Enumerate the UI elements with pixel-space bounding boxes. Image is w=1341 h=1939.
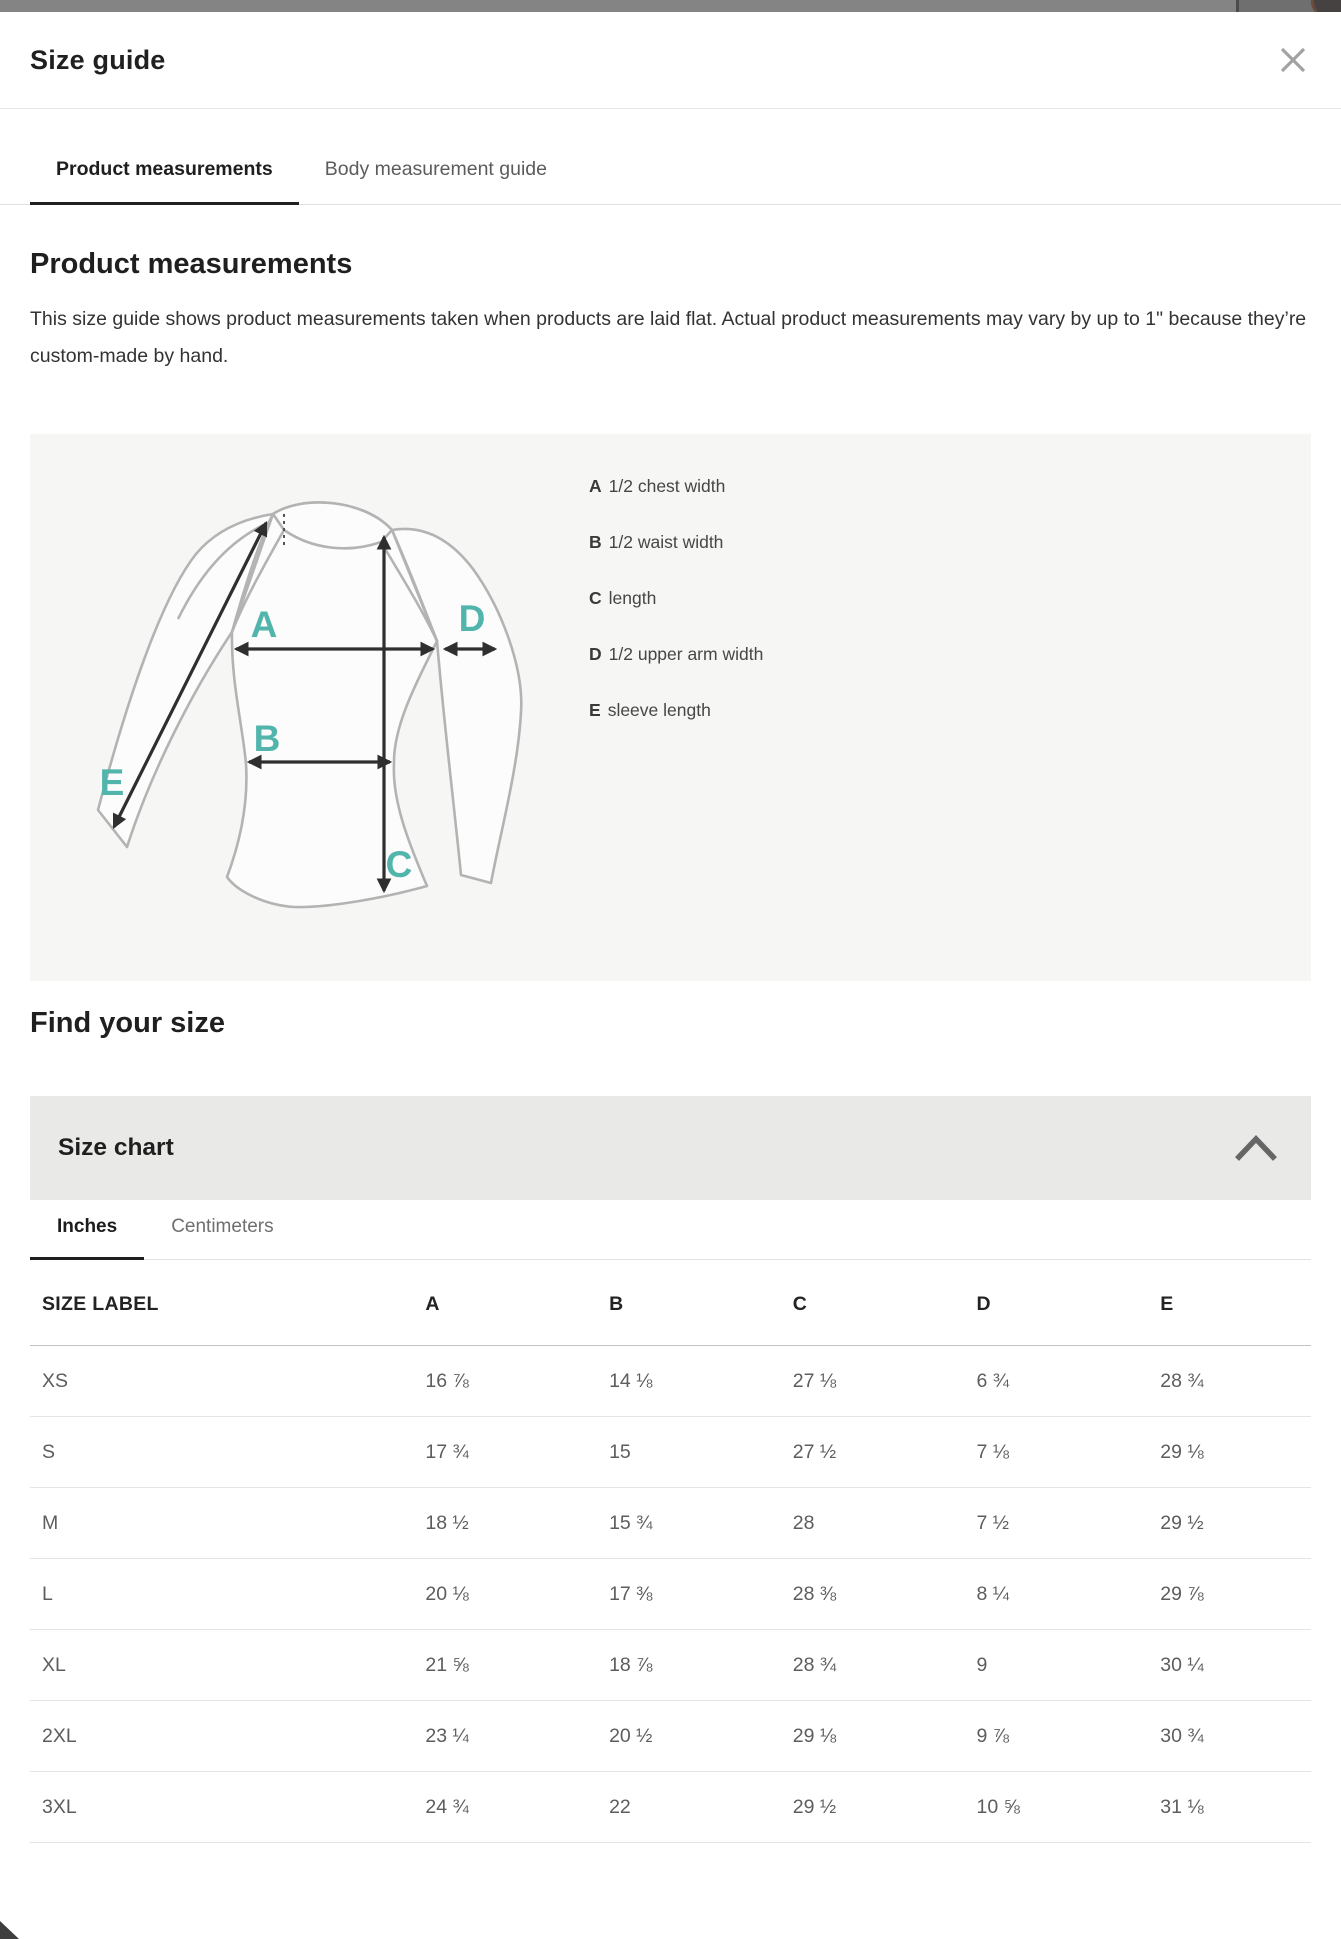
mouse-cursor [0,1921,19,1939]
size-chart-table-body [30,1346,1311,1843]
measurement-value: 15 ¾ [608,1488,792,1559]
legend-label: sleeve length [607,699,711,720]
table-row-m [30,1488,1311,1559]
modal-title: Size guide [30,44,166,75]
measurement-value: 28 ⅜ [792,1559,976,1630]
measurement-value: 28 ¾ [1159,1346,1311,1417]
table-row-xl [30,1630,1311,1701]
overlay-background-object [1311,0,1341,12]
close-button[interactable] [1273,40,1313,80]
measurement-value: 18 ⅞ [608,1630,792,1701]
tab-product-measurements[interactable]: Product measurements [30,158,299,204]
measurement-value: 30 ¾ [1159,1701,1311,1772]
measurement-value: 7 ⅛ [976,1417,1160,1488]
measurement-value: 31 ⅛ [1159,1772,1311,1843]
measurement-value: 24 ¾ [424,1772,608,1843]
size-label: XS [30,1346,424,1417]
legend-key: B [589,531,602,552]
tab-body-measurement-guide[interactable]: Body measurement guide [299,158,573,204]
measurement-value: 9 [976,1630,1160,1701]
size-label: S [30,1417,424,1488]
size-chart-table [30,1260,1311,1843]
size-label: L [30,1559,424,1630]
unit-tab-centimeters[interactable]: Centimeters [144,1216,300,1259]
measurement-value: 28 ¾ [792,1630,976,1701]
column-header-a: A [424,1260,608,1346]
measurement-value: 14 ⅛ [608,1346,792,1417]
measurement-value: 6 ¾ [976,1346,1160,1417]
close-icon [1279,46,1307,74]
size-chart-accordion-header[interactable] [30,1096,1311,1200]
column-header-d: D [976,1260,1160,1346]
measurement-diagram-panel [30,434,1311,981]
legend-item-b [589,514,763,570]
measurement-value: 17 ⅜ [608,1559,792,1630]
unit-tab-inches[interactable]: Inches [30,1216,144,1259]
measurement-value: 20 ⅛ [424,1559,608,1630]
size-label: M [30,1488,424,1559]
tab-bar [0,158,1341,205]
legend-item-d [589,626,763,682]
table-row-2xl [30,1701,1311,1772]
measurement-value: 29 ⅛ [1159,1417,1311,1488]
legend-item-e [589,682,763,738]
legend-key: A [589,475,602,496]
measurement-value: 30 ¼ [1159,1630,1311,1701]
measurement-legend [585,434,763,981]
page-overlay [0,0,1341,12]
diagram-letter-e: E [99,762,125,803]
measurement-value: 27 ½ [792,1417,976,1488]
size-chart-table-head [30,1260,1311,1346]
table-row-s [30,1417,1311,1488]
modal-content [0,248,1341,1843]
diagram-letter-d: D [458,598,486,639]
table-row-l [30,1559,1311,1630]
legend-key: E [589,699,601,720]
measurement-value: 7 ½ [976,1488,1160,1559]
legend-item-a [589,458,763,514]
size-label: 2XL [30,1701,424,1772]
legend-label: length [608,587,657,608]
measurement-value: 29 ⅞ [1159,1559,1311,1630]
size-label: 3XL [30,1772,424,1843]
size-guide-modal [0,12,1341,1939]
measurement-value: 8 ¼ [976,1559,1160,1630]
measurement-value: 29 ½ [792,1772,976,1843]
measurement-value: 22 [608,1772,792,1843]
column-header-c: C [792,1260,976,1346]
shirt-diagram [30,434,585,981]
table-row-3xl [30,1772,1311,1843]
measurement-value: 9 ⅞ [976,1701,1160,1772]
column-header-e: E [1159,1260,1311,1346]
shirt-outline [98,502,521,907]
measurement-value: 28 [792,1488,976,1559]
legend-key: D [589,643,602,664]
measurement-value: 27 ⅛ [792,1346,976,1417]
column-header-b: B [608,1260,792,1346]
measurement-value: 29 ⅛ [792,1701,976,1772]
measurement-value: 29 ½ [1159,1488,1311,1559]
column-header-size-label: SIZE LABEL [30,1260,424,1346]
section-description: This size guide shows product measurements taken when products are laid flat. Actual product measurements may vary by up to 1" because they’re custom-made by hand. [30,308,1307,367]
overlay-divider [1236,0,1239,12]
find-your-size-heading: Find your size [30,1007,225,1039]
unit-tab-bar [30,1216,1311,1260]
table-row-xs [30,1346,1311,1417]
legend-label: 1/2 waist width [608,531,724,552]
measurement-value: 21 ⅝ [424,1630,608,1701]
size-chart-title: Size chart [58,1134,174,1161]
measurement-value: 16 ⅞ [424,1346,608,1417]
chevron-up-icon [1233,1134,1279,1162]
diagram-letter-a: A [250,604,278,645]
size-label: XL [30,1630,424,1701]
modal-header [0,12,1341,109]
section-heading: Product measurements [30,248,353,280]
diagram-letter-b: B [253,718,281,759]
measurement-value: 23 ¼ [424,1701,608,1772]
measurement-value: 15 [608,1417,792,1488]
legend-item-c [589,570,763,626]
measurement-value: 17 ¾ [424,1417,608,1488]
legend-label: 1/2 chest width [608,475,726,496]
diagram-letter-c: C [385,844,413,885]
measurement-value: 10 ⅝ [976,1772,1160,1843]
legend-label: 1/2 upper arm width [608,643,764,664]
legend-key: C [589,587,602,608]
measurement-value: 20 ½ [608,1701,792,1772]
measurement-value: 18 ½ [424,1488,608,1559]
